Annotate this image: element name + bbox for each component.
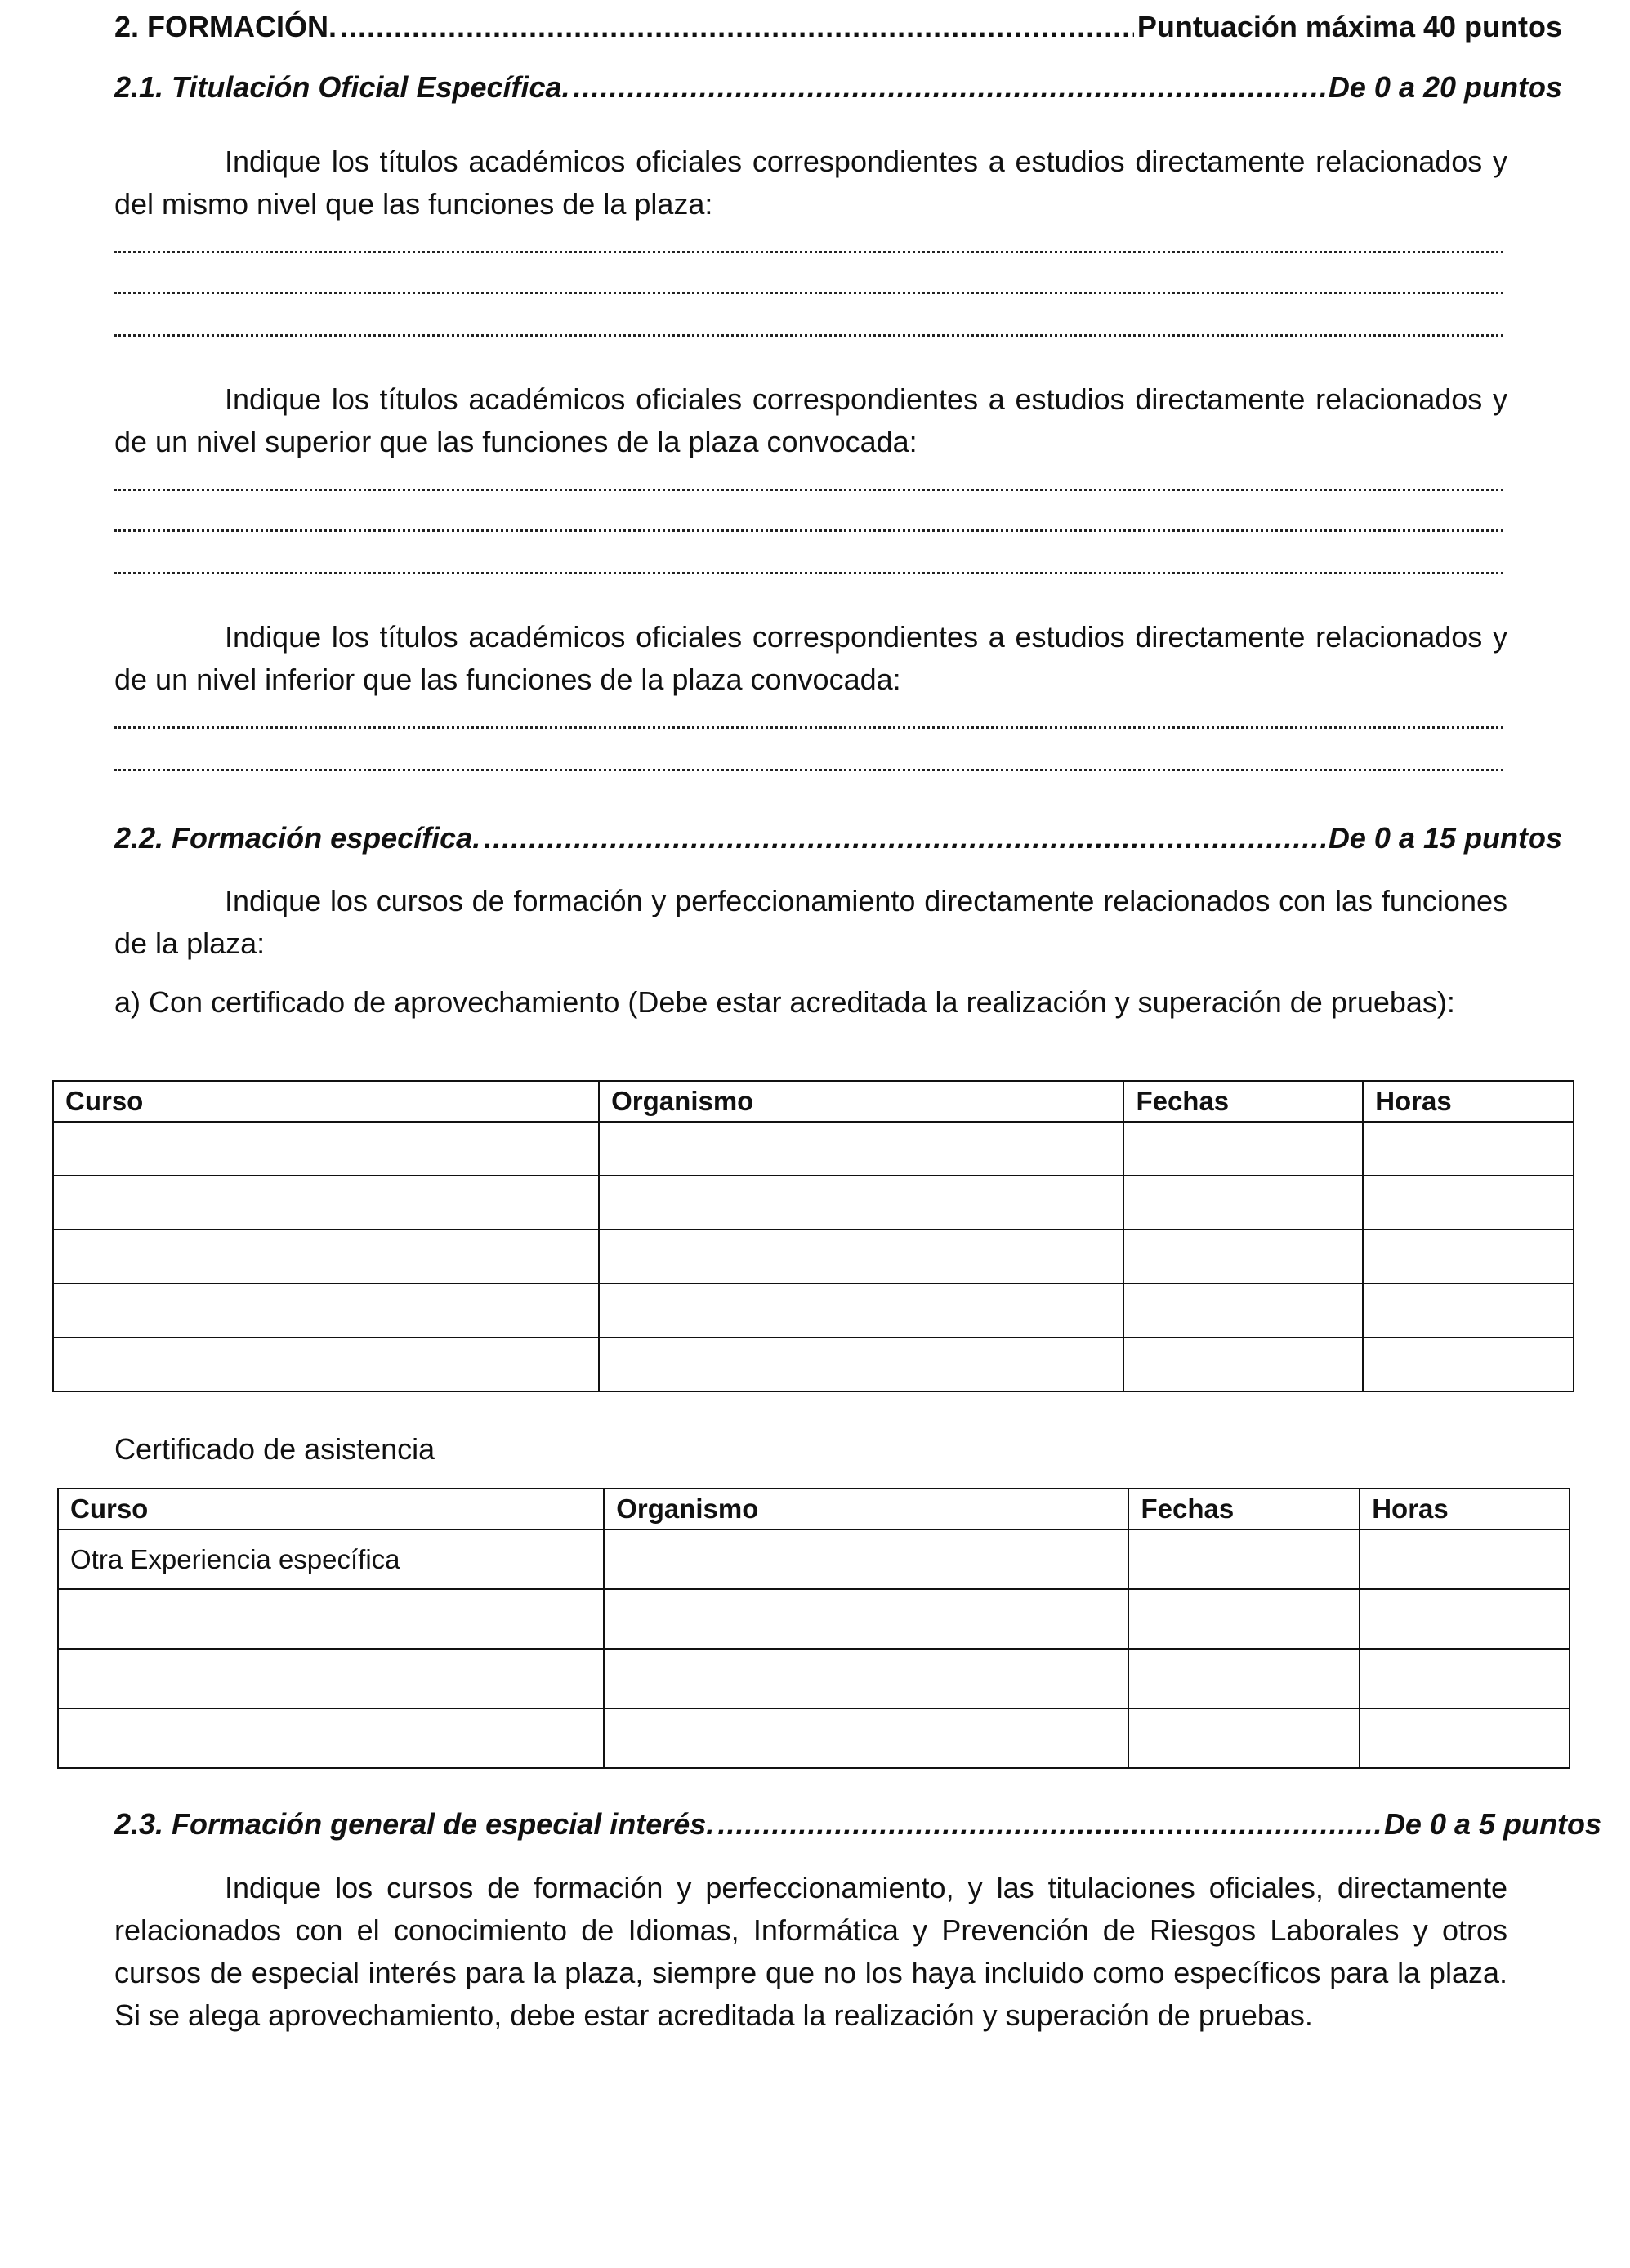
- item-a-certificate: a) Con certificado de aprovechamiento (Debe estar acreditada la realización y superación de pruebas):: [114, 985, 1455, 1019]
- cell-curso[interactable]: Otra Experiencia específica: [58, 1529, 604, 1589]
- answer-line[interactable]: [114, 292, 1503, 294]
- table-row: [58, 1529, 1570, 1589]
- cell-organismo[interactable]: [604, 1529, 1128, 1589]
- cell-horas[interactable]: [1360, 1649, 1570, 1708]
- cell-fechas[interactable]: [1128, 1529, 1360, 1589]
- header-organismo: Organismo: [604, 1489, 1128, 1529]
- header-organismo: Organismo: [599, 1081, 1123, 1122]
- table-aprovechamiento: [52, 1080, 1574, 1392]
- dot-leader: [340, 10, 1134, 44]
- answer-line[interactable]: [114, 726, 1503, 729]
- cell-horas[interactable]: [1363, 1230, 1574, 1284]
- paragraph-same-level: Indique los títulos académicos oficiales correspondientes a estudios directamente relacionados y del mismo nivel que las funciones de la plaza:: [114, 145, 1507, 221]
- cell-organismo[interactable]: [599, 1122, 1123, 1176]
- table-row: [53, 1337, 1574, 1391]
- table-row: [53, 1284, 1574, 1337]
- cell-curso[interactable]: [58, 1708, 604, 1768]
- paragraph-general-training: Indique los cursos de formación y perfeccionamiento, y las titulaciones oficiales, directamente relacionados con el conocimiento de Idiomas, Informática y Prevención de Riesgos Laborales y otros cursos de especial interés para la plaza, siempre que no los haya incluido como específicos para la plaza. Si se alega aprovechamiento, debe estar acreditada la realización y superación de pruebas.: [114, 1871, 1507, 2032]
- paragraph-lower-level: Indique los títulos académicos oficiales correspondientes a estudios directamente relacionados y de un nivel inferior que las funciones de la plaza convocada:: [114, 620, 1507, 696]
- section-2-2-title: 2.2. Formación específica.: [114, 821, 481, 855]
- table-row: [58, 1589, 1570, 1649]
- cell-organismo[interactable]: [599, 1176, 1123, 1230]
- table-row: [53, 1122, 1574, 1176]
- section-2-3-title: 2.3. Formación general de especial interés.: [114, 1807, 715, 1841]
- section-2-2-header: [114, 821, 1562, 855]
- cell-organismo[interactable]: [599, 1337, 1123, 1391]
- dot-leader: [484, 821, 1325, 855]
- cell-horas[interactable]: [1360, 1708, 1570, 1768]
- section-2-title: 2. FORMACIÓN.: [114, 10, 337, 43]
- answer-line[interactable]: [114, 489, 1503, 491]
- cell-fechas[interactable]: [1123, 1337, 1363, 1391]
- header-fechas: Fechas: [1128, 1489, 1360, 1529]
- answer-line[interactable]: [114, 572, 1503, 574]
- answer-line[interactable]: [114, 251, 1503, 253]
- table-header-row: [53, 1081, 1574, 1122]
- cell-fechas[interactable]: [1123, 1230, 1363, 1284]
- cell-organismo[interactable]: [604, 1589, 1128, 1649]
- header-fechas: Fechas: [1123, 1081, 1363, 1122]
- answer-line[interactable]: [114, 334, 1503, 337]
- table-asistencia: [57, 1488, 1570, 1769]
- cell-curso[interactable]: [53, 1122, 599, 1176]
- section-2-1-header: [114, 70, 1562, 105]
- section-2-2-points: De 0 a 15 puntos: [1328, 821, 1562, 855]
- cell-fechas[interactable]: [1128, 1649, 1360, 1708]
- section-2-points: Puntuación máxima 40 puntos: [1137, 10, 1562, 43]
- header-horas: Horas: [1363, 1081, 1574, 1122]
- section-2-1-title: 2.1. Titulación Oficial Específica.: [114, 70, 570, 104]
- cell-curso[interactable]: [53, 1230, 599, 1284]
- cell-organismo[interactable]: [604, 1708, 1128, 1768]
- cell-horas[interactable]: [1360, 1589, 1570, 1649]
- cell-organismo[interactable]: [599, 1284, 1123, 1337]
- table-row: [58, 1649, 1570, 1708]
- cell-horas[interactable]: [1360, 1529, 1570, 1589]
- table-header-row: [58, 1489, 1570, 1529]
- dot-leader: [574, 70, 1325, 105]
- section-2-1-points: De 0 a 20 puntos: [1328, 70, 1562, 104]
- table-row: [58, 1708, 1570, 1768]
- dot-leader: [717, 1807, 1381, 1842]
- attendance-certificate-label: Certificado de asistencia: [114, 1432, 435, 1466]
- cell-horas[interactable]: [1363, 1337, 1574, 1391]
- cell-curso[interactable]: [58, 1589, 604, 1649]
- cell-horas[interactable]: [1363, 1284, 1574, 1337]
- answer-line[interactable]: [114, 529, 1503, 532]
- cell-curso[interactable]: [58, 1649, 604, 1708]
- cell-curso[interactable]: [53, 1337, 599, 1391]
- paragraph-specific-training: Indique los cursos de formación y perfeccionamiento directamente relacionados con las funciones de la plaza:: [114, 884, 1507, 960]
- cell-horas[interactable]: [1363, 1176, 1574, 1230]
- paragraph-higher-level: Indique los títulos académicos oficiales correspondientes a estudios directamente relacionados y de un nivel superior que las funciones de la plaza convocada:: [114, 382, 1507, 458]
- cell-fechas[interactable]: [1123, 1284, 1363, 1337]
- cell-curso[interactable]: [53, 1284, 599, 1337]
- table-row: [53, 1176, 1574, 1230]
- header-curso: Curso: [58, 1489, 604, 1529]
- cell-organismo[interactable]: [604, 1649, 1128, 1708]
- header-horas: Horas: [1360, 1489, 1570, 1529]
- cell-organismo[interactable]: [599, 1230, 1123, 1284]
- cell-fechas[interactable]: [1128, 1589, 1360, 1649]
- header-curso: Curso: [53, 1081, 599, 1122]
- cell-fechas[interactable]: [1123, 1122, 1363, 1176]
- cell-fechas[interactable]: [1128, 1708, 1360, 1768]
- section-2-3-header: [114, 1807, 1601, 1842]
- cell-horas[interactable]: [1363, 1122, 1574, 1176]
- section-2-3-points: De 0 a 5 puntos: [1383, 1807, 1601, 1841]
- answer-line[interactable]: [114, 769, 1503, 771]
- table-row: [53, 1230, 1574, 1284]
- cell-fechas[interactable]: [1123, 1176, 1363, 1230]
- section-2-header: [114, 10, 1562, 44]
- cell-curso[interactable]: [53, 1176, 599, 1230]
